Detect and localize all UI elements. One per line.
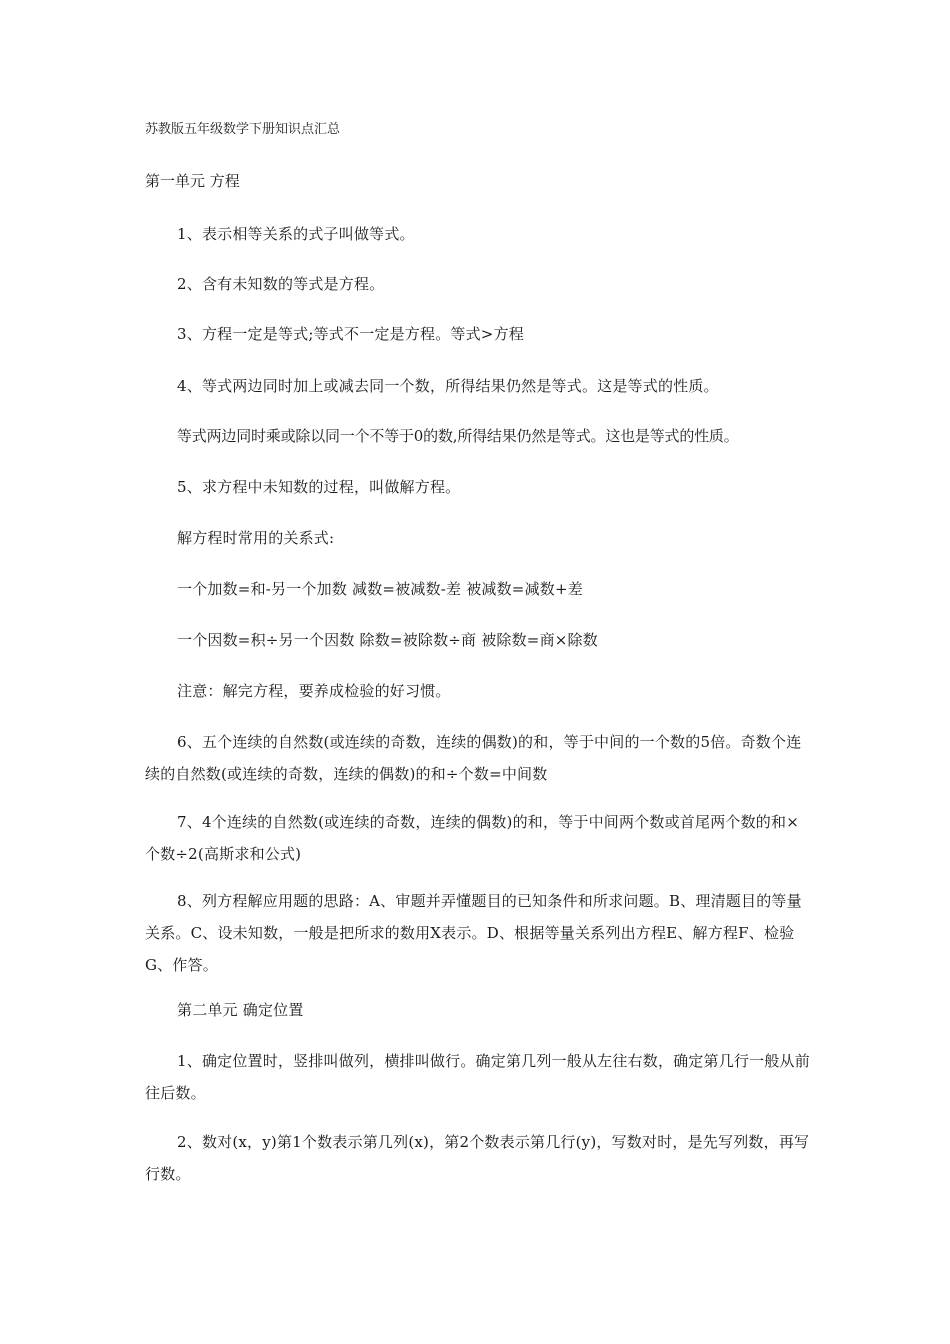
unit-1-item-4: 4、等式两边同时加上或减去同一个数，所得结果仍然是等式。这是等式的性质。 [177,377,719,395]
unit-2-heading: 第二单元 确定位置 [177,1001,304,1019]
unit-1-heading: 第一单元 方程 [145,172,240,190]
unit-1-relations-multiplication: 一个因数=积÷另一个因数 除数=被除数÷商 被除数=商×除数 [177,631,598,649]
unit-1-item-2: 2、含有未知数的等式是方程。 [177,275,385,293]
unit-1-note: 注意：解完方程，要养成检验的好习惯。 [177,682,451,700]
unit-1-item-6: 6、五个连续的自然数(或连续的奇数，连续的偶数)的和，等于中间的一个数的5倍。奇数个连续的自然数(或连续的奇数，连续的偶数)的和÷个数=中间数 [145,733,802,783]
document-title: 苏教版五年级数学下册知识点汇总 [145,122,341,137]
unit-1-item-8: 8、列方程解应用题的思路：A、审题并弄懂题目的已知条件和所求问题。B、理清题目的等量关系。C、设未知数，一般是把所求的数用X表示。D、根据等量关系列出方程E、解方程F、检验G、作答。 [145,892,802,974]
unit-1-item-3: 3、方程一定是等式;等式不一定是方程。等式>方程 [177,325,524,343]
unit-1-item-1: 1、表示相等关系的式子叫做等式。 [177,225,415,243]
unit-2-item-2: 2、数对(x，y)第1个数表示第几列(x)，第2个数表示第几行(y)，写数对时，是先写列数，再写行数。 [145,1133,810,1183]
unit-1-relations-addition: 一个加数=和-另一个加数 减数=被减数-差 被减数=减数+差 [177,580,583,598]
unit-1-item-7: 7、4个连续的自然数(或连续的奇数，连续的偶数)的和，等于中间两个数或首尾两个数的和×个数÷2(高斯求和公式) [145,813,799,863]
unit-2-item-1: 1、确定位置时，竖排叫做列，横排叫做行。确定第几列一般从左往右数，确定第几行一般从前往后数。 [145,1052,810,1102]
unit-1-item-4-note: 等式两边同时乘或除以同一个不等于0的数,所得结果仍然是等式。这也是等式的性质。 [177,427,739,445]
unit-1-item-5: 5、求方程中未知数的过程，叫做解方程。 [177,478,461,496]
unit-1-relations-heading: 解方程时常用的关系式: [177,529,335,547]
